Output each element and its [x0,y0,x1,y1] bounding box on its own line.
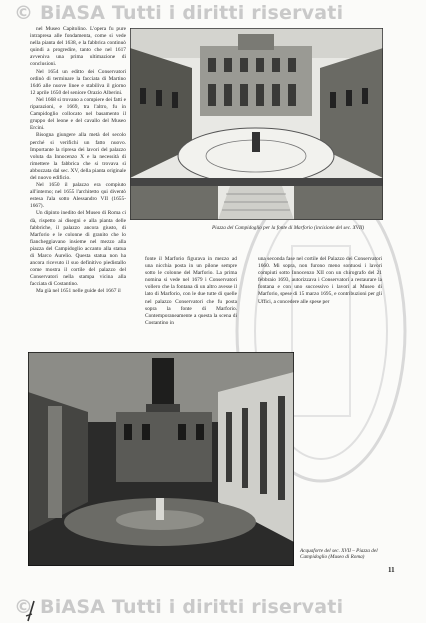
page-number: 11 [388,566,395,574]
watermark-top: © BiASA Tutti i diritti riservati [14,2,344,24]
paragraph: Nel 1668 si trovano a compiere dei fatti e riparazioni, e 1669, tra l'altro, fu in Campidoglio collocato nel basamento il gruppo del leone e del cavallo del Museo Ercini. [30,96,126,132]
text-column-right: una seconda fase nel cortile del Palazzo dei Conservatori 1660. Mi sopra, non furono meno sontuosi i lavori compiuti sotto Innocenzo XII con un chirografo del 21 febbraio 1693, autorizzava i Conservatori a restaurare la fontana e con uno successivo i lavori al Museo di Marforio, spese di 15 marzo 1695, e contribuzioni per gli Uffici, a concedere alle spese per [258,256,382,305]
paragraph: Ma già nel 1651 nelle guide del 1667 il [36,288,121,295]
etching-bottom [28,352,294,566]
paragraph: Nel 1654 un editto dei Conservatori ordinò di terminare la facciata di Martino 1646 alle nuove linee e stabiliva il giorno 12 aprile 1650 del seniore Orazio Alberini. [30,68,126,96]
text-column-middle: fonte il Marforio figurava in mezzo ad una nicchia posta in un pilone sempre sotto le colonne del Marforio. La prima nomina si vede nel 1679 i Conservatori vollero che la fontana di un altro avesse il lato di Marforio, con le due tutte di quelle nel palazzo Conservatori che fu posta sopra la fonte di Marforio. Contemporaneamente a questa la scena di Costantino in [145,256,237,326]
paragraph: Nel 1650 il palazzo era compiuto all'interno; nel 1655 l'architetto qui diventò estesa l'ala sotto Alessandro VII (1655-1667). [30,182,126,210]
paragraph: Un dipinto inedito del Museo di Roma ci dà, rispetto ai disegni e alla pianta delle fabbriche, il palazzo ancora giusto, di Marforio e le colonne di granito che lo fiancheggiavano insieme nel mezzo alla piazza del Campidoglio accanto alla statua di Marco Aurelio. Questa statua non ha ancora ricevuto il suo definitivo piedistallo come mostra il cortile del palazzo del Conservatori nella stampa vicina alla facciata di Costantino. [30,210,126,288]
watermark-bottom: © BiASA Tutti i diritti riservati [14,596,344,618]
engraving-top [130,28,383,220]
paragraph: Bisogna giungere alla metà del secolo perché si verifichi un fatto nuovo. Importante la ripresa dei lavori del palazzo voluta da Innocenzo X e la necessità di rimettere la fabbrica che si trovava sì abbozzata dal sec. XV, della pianta originale del nuovo edificio. [30,132,126,181]
text-column-left [30,26,126,356]
caption-bottom: Acquaforte del sec. XVII – Piazza del Campidoglio (Museo di Roma) [300,548,378,561]
paragraph: nel Museo Capitolino. L'opera fu pure intrapresa alle fondamenta, come si vede nella pianta del 1638, e la fabbrica continuò quindi a progredire, tanto che nel 1617 avveniva una prima ultimazione di conclusioni. [30,26,126,68]
caption-top: Piazza del Campidoglio per la fonte di Marforio (incisione del sec. XVII) [212,225,365,231]
